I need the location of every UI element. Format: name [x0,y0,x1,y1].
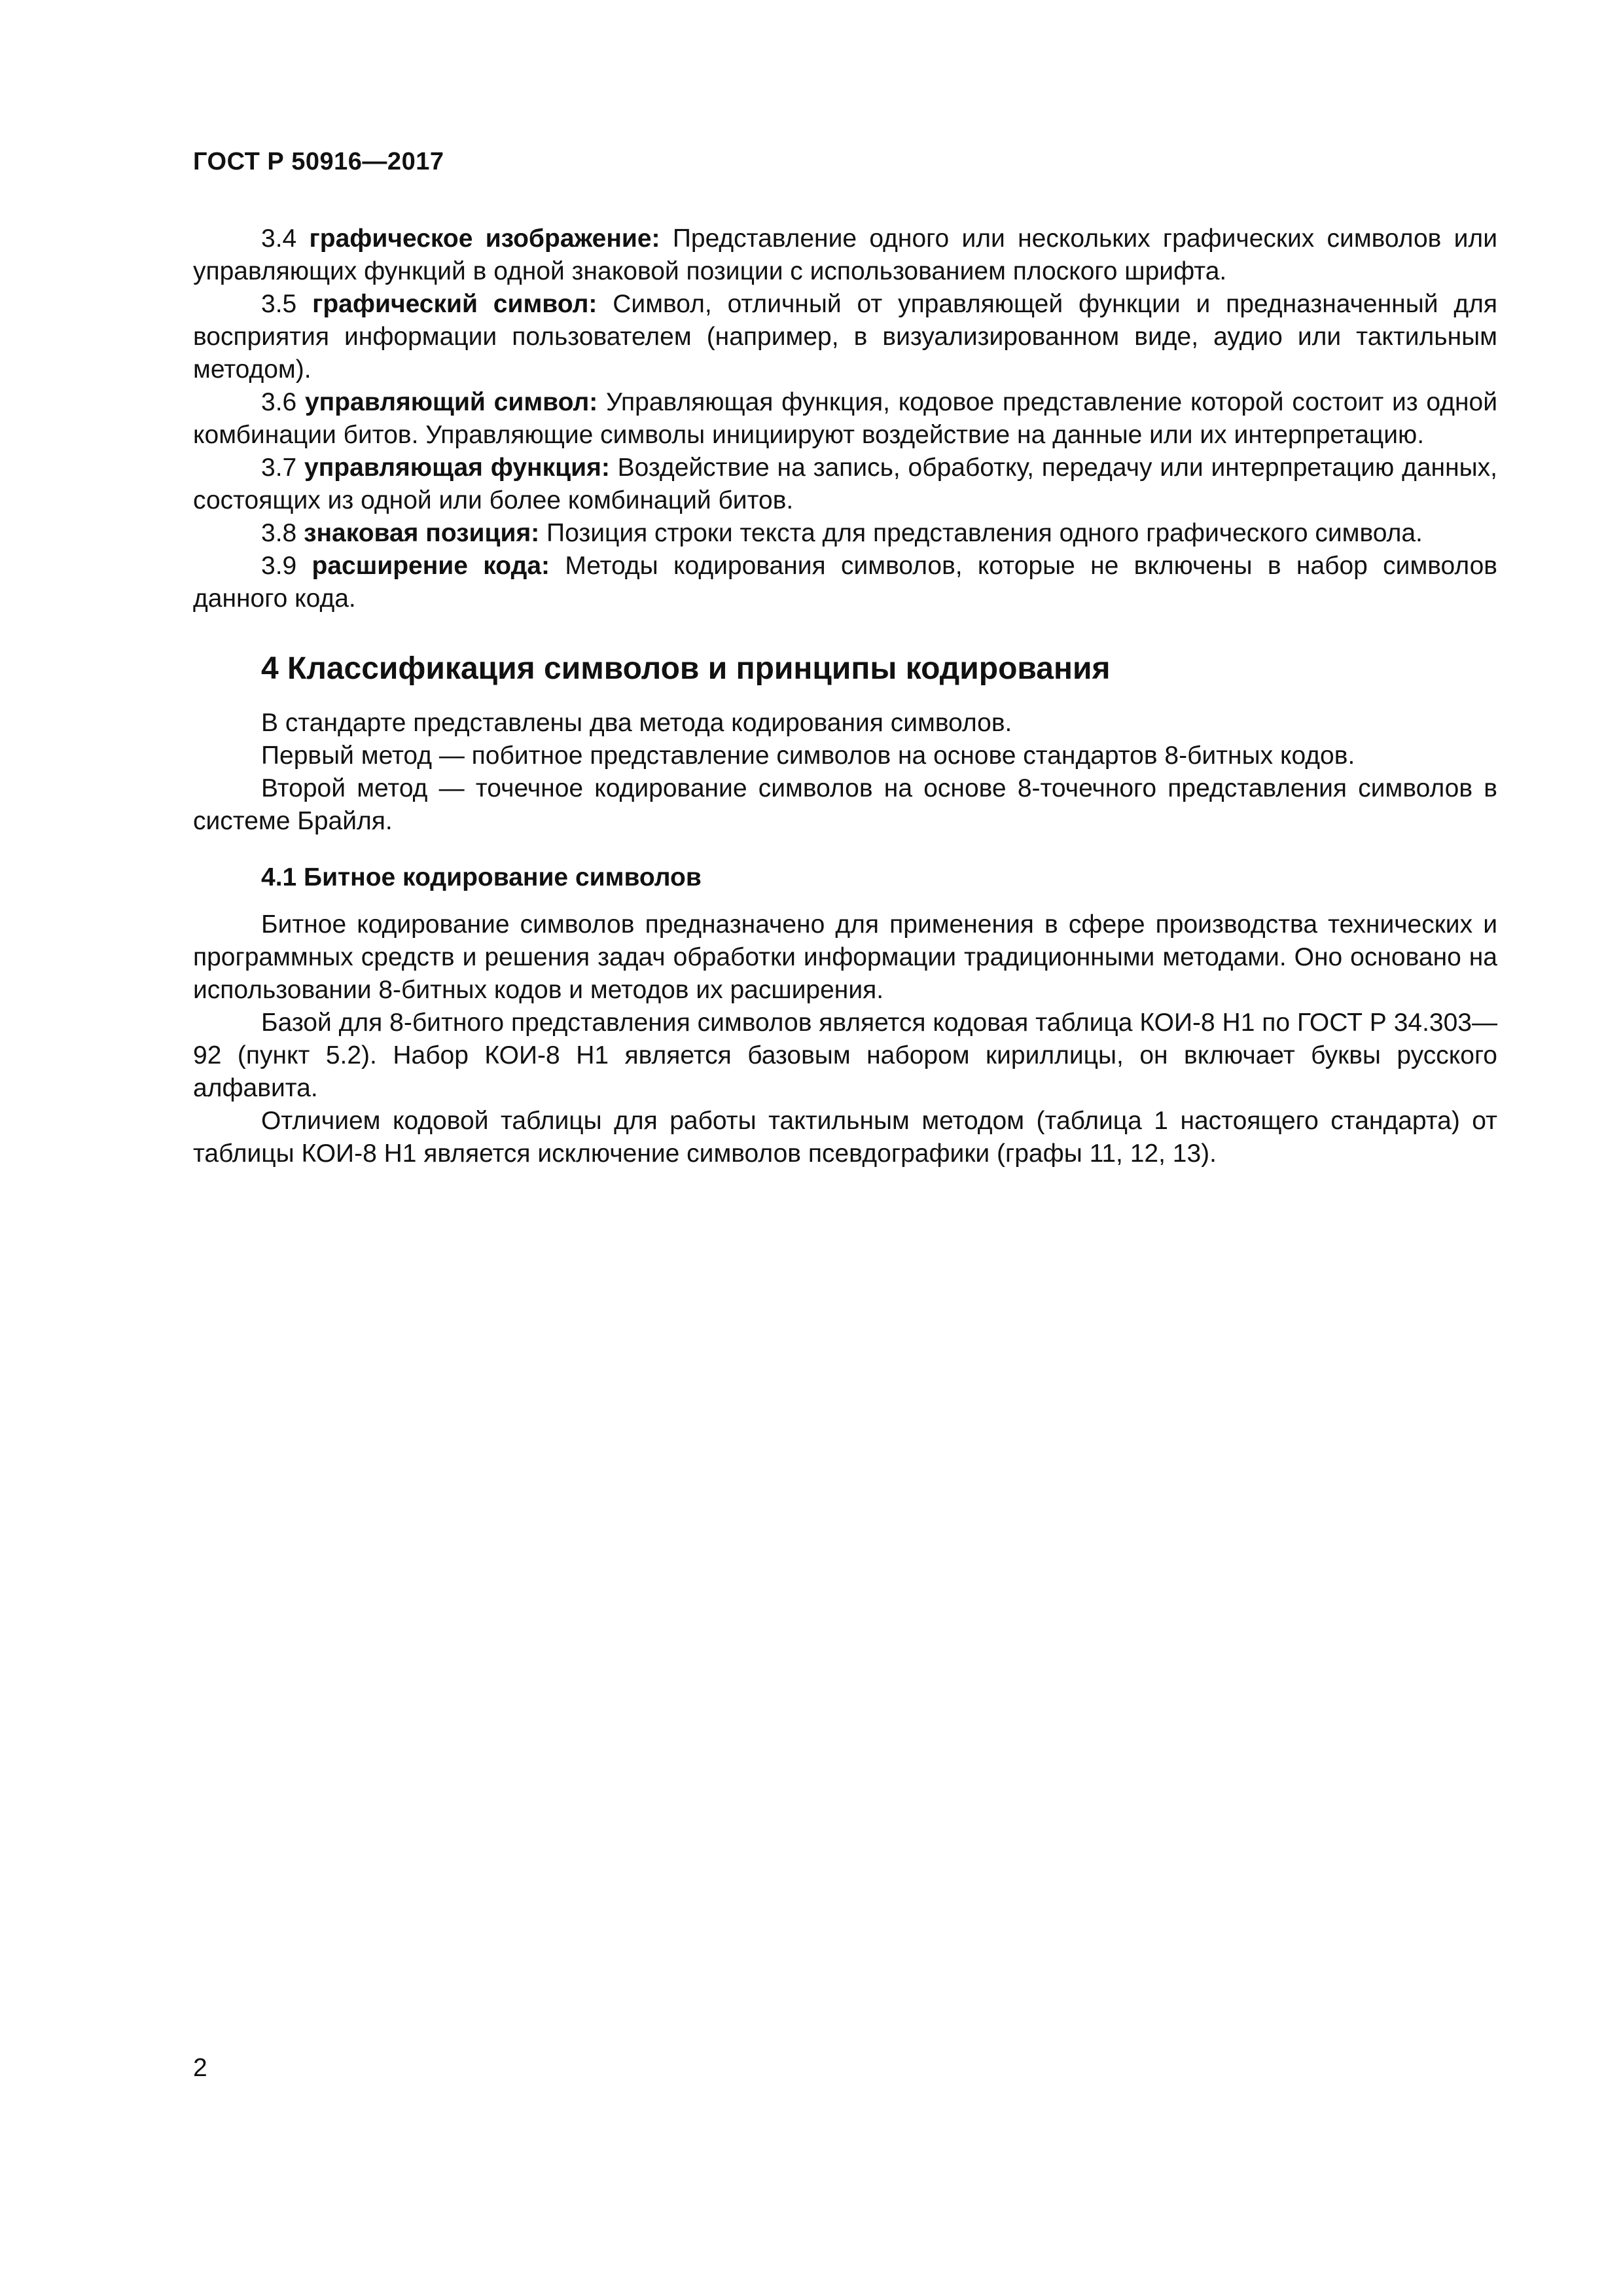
term-definition-3-4 [193,223,1497,288]
section-4-paragraph: Первый метод — побитное представление символов на основе стандартов 8-битных кодов. [261,742,1355,770]
term-definition-3-9 [193,550,1497,615]
term-text: Методы кодирования символов, которые не включены в набор символов данного кода. [193,552,1497,613]
subsection-heading-4-1: 4.1 Битное кодирование символов [261,863,702,891]
term-text: Воздействие на запись, обработку, передачу или интерпретацию данных, состоящих из одной или более комбинаций битов. [193,454,1497,514]
term-text: Представление одного или нескольких графических символов или управляющих функций в одной знаковой позиции с использованием плоского шрифта. [193,224,1497,285]
section-4-paragraph: В стандарте представлены два метода кодирования символов. [261,709,1012,737]
section-4-1-paragraph: Отличием кодовой таблицы для работы тактильным методом (таблица 1 настоящего стандарта) от таблицы КОИ-8 Н1 является исключение символов псевдографики (графы 11, 12, 13). [193,1107,1497,1168]
term-name: графическое изображение: [309,224,660,253]
term-number: 3.8 [261,519,297,547]
term-number: 3.7 [261,454,297,482]
term-text: Управляющая функция, кодовое представление которой состоит из одной комбинации битов. Управляющие символы инициируют воздействие на данные или их интерпретацию. [193,388,1498,449]
term-definition-3-8 [193,517,1497,550]
section-4-1-paragraph: Битное кодирование символов предназначено для применения в сфере производства технических и программных средств и решения задач обработки информации традиционными методами. Оно основано на использовании 8-битных кодов и методов их расширения. [193,910,1497,1004]
term-name: управляющая функция: [304,454,610,482]
term-name: расширение кода: [312,552,550,580]
term-name: знаковая позиция: [304,519,540,547]
term-definition-3-6 [193,386,1497,452]
section-heading-4: 4 Классификация символов и принципы кодирования [261,651,1111,686]
term-text: Символ, отличный от управляющей функции и предназначенный для восприятия информации пользователем (например, в визуализированном виде, аудио или тактильным методом). [193,290,1498,384]
section-4-paragraph: Второй метод — точечное кодирование символов на основе 8-точечного представления символов в системе Брайля. [193,774,1497,835]
term-text: Позиция строки текста для представления одного графического символа. [546,519,1423,547]
section-4-1-paragraph: Базой для 8-битного представления символов является кодовая таблица КОИ-8 Н1 по ГОСТ Р 34.303—92 (пункт 5.2). Набор КОИ-8 Н1 является базовым набором кириллицы, он включает буквы русского алфавита. [193,1009,1497,1102]
term-number: 3.4 [261,224,297,253]
term-name: управляющий символ: [304,388,598,416]
term-definition-3-7 [193,452,1497,517]
term-name: графический символ: [312,290,597,318]
running-header-standard-id: ГОСТ Р 50916—2017 [193,148,444,175]
page-number: 2 [193,2054,207,2082]
term-number: 3.9 [261,552,297,580]
document-body [193,223,1497,1170]
term-number: 3.6 [261,388,297,416]
term-definition-3-5 [193,288,1497,386]
term-number: 3.5 [261,290,297,318]
